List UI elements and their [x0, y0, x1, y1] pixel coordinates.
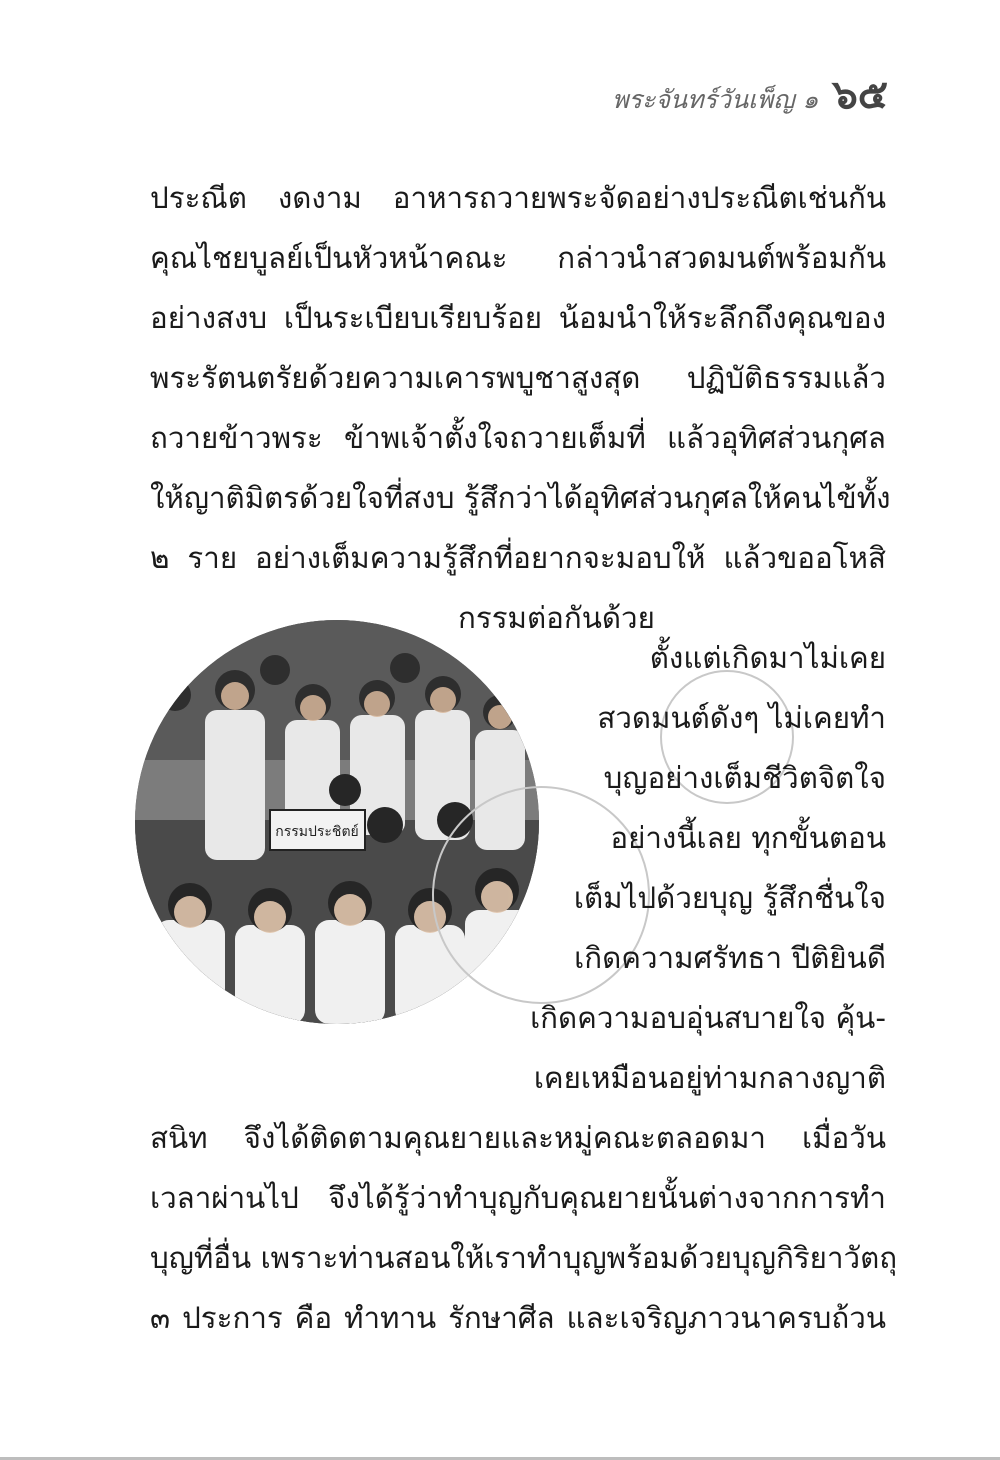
- body-line: ประณีต งดงาม อาหารถวายพระจัดอย่างประณีตเช่นกัน: [150, 181, 886, 215]
- body-line: อย่างสงบ เป็นระเบียบเรียบร้อย น้อมนำให้ระลึกถึงคุณของ: [150, 301, 886, 335]
- body-line: สนิท จึงได้ติดตามคุณยายและหมู่คณะตลอดมา เมื่อวัน: [150, 1121, 886, 1155]
- body-line: ๓ ประการ คือ ทำทาน รักษาศีล และเจริญภาวนาครบถ้วน: [150, 1301, 886, 1335]
- body-line: เกิดความศรัทธา ปีติยินดี: [574, 941, 886, 975]
- body-line: บุญอย่างเต็มชีวิตจิตใจ: [603, 761, 886, 795]
- body-line: อย่างนี้เลย ทุกขั้นตอน: [610, 821, 886, 855]
- body-line: เกิดความอบอุ่นสบายใจ คุ้น-: [530, 1001, 886, 1035]
- body-line: เวลาผ่านไป จึงได้รู้ว่าทำบุญกับคุณยายนั้นต่างจากการทำ: [150, 1181, 886, 1215]
- body-line: คุณไชยบูลย์เป็นหัวหน้าคณะ กล่าวนำสวดมนต์พร้อมกัน: [150, 241, 886, 275]
- body-line: กรรมต่อกันด้วย: [458, 601, 655, 635]
- page-header: [612, 62, 888, 126]
- body-line: ให้ญาติมิตรด้วยใจที่สงบ รู้สึกว่าได้อุทิศส่วนกุศลให้คนไข้ทั้ง: [150, 481, 891, 515]
- running-title: พระจันทร์วันเพ็ญ ๑: [612, 85, 819, 114]
- body-line: ตั้งแต่เกิดมาไม่เคย: [649, 641, 886, 675]
- body-line: เต็มไปด้วยบุญ รู้สึกชื่นใจ: [573, 881, 886, 915]
- body-line: เคยเหมือนอยู่ท่ามกลางญาติ: [533, 1061, 886, 1095]
- page-number: ๖๕: [832, 71, 888, 118]
- photo-banner: กรรมประชิตย์: [275, 824, 359, 840]
- body-line: ถวายข้าวพระ ข้าพเจ้าตั้งใจถวายเต็มที่ แล้วอุทิศส่วนกุศล: [150, 421, 886, 455]
- body-line: พระรัตนตรัยด้วยความเคารพบูชาสูงสุด ปฏิบัติธรรมแล้ว: [150, 361, 886, 395]
- body-line: ๒ ราย อย่างเต็มความรู้สึกที่อยากจะมอบให้ แล้วขออโหสิ: [150, 541, 886, 575]
- body-line: บุญที่อื่น เพราะท่านสอนให้เราทำบุญพร้อมด้วยบุญกิริยาวัตถุ: [150, 1241, 898, 1275]
- body-line: สวดมนต์ดังๆ ไม่เคยทำ: [597, 701, 886, 735]
